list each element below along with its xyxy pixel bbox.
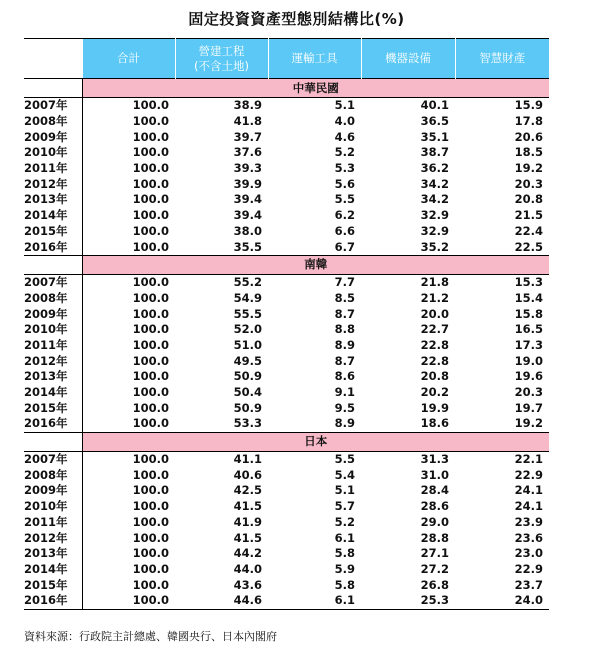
value-cell: 100.0 bbox=[132, 306, 169, 321]
value-cell: 50.9 bbox=[233, 369, 262, 384]
table-row bbox=[24, 451, 549, 467]
table-row bbox=[24, 192, 549, 208]
value-cell: 24.0 bbox=[455, 593, 549, 609]
value-cell: 28.4 bbox=[420, 483, 449, 498]
value-cell: 100.0 bbox=[132, 145, 169, 160]
year-cell: 2015年 bbox=[24, 400, 82, 416]
year-cell: 2013年 bbox=[24, 192, 82, 208]
table-row bbox=[24, 291, 549, 307]
value-cell: 100.0 bbox=[132, 322, 169, 337]
value-cell: 23.7 bbox=[514, 577, 543, 592]
value-cell: 18.5 bbox=[514, 145, 543, 160]
year-cell: 2014年 bbox=[24, 385, 82, 401]
value-cell: 21.5 bbox=[514, 208, 543, 223]
value-cell: 54.9 bbox=[233, 290, 262, 305]
value-cell: 37.6 bbox=[233, 145, 262, 160]
value-cell: 39.4 bbox=[233, 208, 262, 223]
group-0 bbox=[24, 79, 549, 256]
value-cell: 20.3 bbox=[514, 385, 543, 400]
value-cell: 49.5 bbox=[233, 353, 262, 368]
year-cell: 2009年 bbox=[24, 306, 82, 322]
table-row bbox=[24, 577, 549, 593]
value-cell: 100.0 bbox=[132, 114, 169, 129]
value-cell: 53.3 bbox=[175, 416, 268, 432]
value-cell: 19.7 bbox=[514, 400, 543, 415]
value-cell: 8.5 bbox=[334, 290, 355, 305]
value-cell: 18.6 bbox=[361, 416, 455, 432]
value-cell: 100.0 bbox=[132, 499, 169, 514]
section-name: 中華民國 bbox=[82, 79, 549, 98]
value-cell: 15.3 bbox=[514, 275, 543, 290]
value-cell: 6.1 bbox=[268, 593, 361, 609]
value-cell: 41.8 bbox=[233, 114, 262, 129]
value-cell: 100.0 bbox=[132, 530, 169, 545]
table-row bbox=[24, 161, 549, 177]
year-cell: 2008年 bbox=[24, 467, 82, 483]
value-cell: 5.2 bbox=[334, 514, 355, 529]
value-cell: 22.9 bbox=[514, 467, 543, 482]
value-cell: 41.1 bbox=[233, 452, 262, 467]
value-cell: 100.0 bbox=[132, 129, 169, 144]
value-cell: 23.9 bbox=[514, 514, 543, 529]
value-cell: 7.7 bbox=[334, 275, 355, 290]
value-cell: 5.5 bbox=[334, 452, 355, 467]
value-cell: 100.0 bbox=[132, 290, 169, 305]
value-cell: 100.0 bbox=[82, 416, 175, 432]
value-cell: 5.1 bbox=[334, 483, 355, 498]
year-cell: 2014年 bbox=[24, 208, 82, 224]
value-cell: 5.9 bbox=[334, 561, 355, 576]
value-cell: 5.6 bbox=[334, 176, 355, 191]
value-cell: 52.0 bbox=[233, 322, 262, 337]
table-row bbox=[24, 129, 549, 145]
value-cell: 51.0 bbox=[233, 337, 262, 352]
table-row bbox=[24, 208, 549, 224]
value-cell: 22.5 bbox=[455, 239, 549, 255]
value-cell: 26.8 bbox=[420, 577, 449, 592]
value-cell: 5.8 bbox=[334, 577, 355, 592]
value-cell: 40.1 bbox=[420, 98, 449, 113]
value-cell: 38.0 bbox=[233, 223, 262, 238]
table-row bbox=[24, 530, 549, 546]
value-cell: 6.6 bbox=[334, 223, 355, 238]
value-cell: 4.6 bbox=[334, 129, 355, 144]
value-cell: 44.0 bbox=[233, 561, 262, 576]
table-row bbox=[24, 176, 549, 192]
year-cell: 2012年 bbox=[24, 530, 82, 546]
value-cell: 35.2 bbox=[361, 239, 455, 255]
value-cell: 35.5 bbox=[175, 239, 268, 255]
table-row bbox=[24, 306, 549, 322]
value-cell: 50.9 bbox=[233, 400, 262, 415]
value-cell: 17.8 bbox=[514, 114, 543, 129]
table-row bbox=[24, 467, 549, 483]
column-header-total: 合計 bbox=[82, 39, 175, 79]
value-cell: 22.8 bbox=[420, 353, 449, 368]
value-cell: 100.0 bbox=[132, 385, 169, 400]
value-cell: 4.0 bbox=[334, 114, 355, 129]
value-cell: 100.0 bbox=[132, 192, 169, 207]
table-row bbox=[24, 499, 549, 515]
value-cell: 39.9 bbox=[233, 176, 262, 191]
value-cell: 5.7 bbox=[334, 499, 355, 514]
table-row bbox=[24, 400, 549, 416]
value-cell: 28.6 bbox=[420, 499, 449, 514]
table-row bbox=[24, 274, 549, 290]
value-cell: 100.0 bbox=[132, 161, 169, 176]
value-cell: 20.3 bbox=[514, 176, 543, 191]
table-row bbox=[24, 145, 549, 161]
source-note: 資料來源：行政院主計總處、韓國央行、日本內閣府 bbox=[24, 630, 277, 643]
column-header-machinery: 機器設備 bbox=[361, 39, 455, 79]
value-cell: 38.7 bbox=[420, 145, 449, 160]
asset-structure-table bbox=[24, 38, 549, 610]
value-cell: 19.2 bbox=[514, 161, 543, 176]
year-cell: 2007年 bbox=[24, 98, 82, 114]
value-cell: 22.9 bbox=[514, 561, 543, 576]
table-row bbox=[24, 224, 549, 240]
value-cell: 43.6 bbox=[233, 577, 262, 592]
value-cell: 38.9 bbox=[233, 98, 262, 113]
value-cell: 32.9 bbox=[420, 208, 449, 223]
value-cell: 100.0 bbox=[82, 239, 175, 255]
value-cell: 5.8 bbox=[334, 546, 355, 561]
value-cell: 35.1 bbox=[420, 129, 449, 144]
header-corner bbox=[24, 39, 82, 79]
value-cell: 5.4 bbox=[334, 467, 355, 482]
value-cell: 41.5 bbox=[233, 530, 262, 545]
table-row bbox=[24, 416, 549, 432]
group-1 bbox=[24, 255, 549, 432]
value-cell: 28.8 bbox=[420, 530, 449, 545]
value-cell: 6.2 bbox=[334, 208, 355, 223]
section-header-row bbox=[24, 255, 549, 274]
value-cell: 34.2 bbox=[420, 192, 449, 207]
value-cell: 8.9 bbox=[268, 416, 361, 432]
value-cell: 20.8 bbox=[420, 369, 449, 384]
value-cell: 39.4 bbox=[233, 192, 262, 207]
value-cell: 50.4 bbox=[233, 385, 262, 400]
value-cell: 100.0 bbox=[132, 223, 169, 238]
value-cell: 5.1 bbox=[334, 98, 355, 113]
value-cell: 55.5 bbox=[233, 306, 262, 321]
year-cell: 2009年 bbox=[24, 129, 82, 145]
section-header-row bbox=[24, 432, 549, 451]
group-2 bbox=[24, 432, 549, 609]
value-cell: 44.6 bbox=[175, 593, 268, 609]
value-cell: 17.3 bbox=[514, 337, 543, 352]
value-cell: 34.2 bbox=[420, 176, 449, 191]
value-cell: 100.0 bbox=[132, 452, 169, 467]
table-row bbox=[24, 369, 549, 385]
year-cell: 2008年 bbox=[24, 114, 82, 130]
year-cell: 2016年 bbox=[24, 416, 82, 432]
year-cell: 2014年 bbox=[24, 562, 82, 578]
value-cell: 8.7 bbox=[334, 353, 355, 368]
value-cell: 8.6 bbox=[334, 369, 355, 384]
value-cell: 21.2 bbox=[420, 290, 449, 305]
value-cell: 20.8 bbox=[514, 192, 543, 207]
value-cell: 20.6 bbox=[514, 129, 543, 144]
year-cell: 2008年 bbox=[24, 291, 82, 307]
table-row bbox=[24, 483, 549, 499]
year-cell: 2012年 bbox=[24, 353, 82, 369]
value-cell: 16.5 bbox=[514, 322, 543, 337]
value-cell: 5.3 bbox=[334, 161, 355, 176]
value-cell: 100.0 bbox=[132, 176, 169, 191]
value-cell: 25.3 bbox=[361, 593, 455, 609]
value-cell: 15.8 bbox=[514, 306, 543, 321]
value-cell: 19.2 bbox=[455, 416, 549, 432]
value-cell: 100.0 bbox=[132, 275, 169, 290]
value-cell: 9.1 bbox=[334, 385, 355, 400]
value-cell: 100.0 bbox=[132, 546, 169, 561]
year-cell: 2015年 bbox=[24, 577, 82, 593]
value-cell: 15.9 bbox=[514, 98, 543, 113]
table-title: 固定投資資產型態別結構比(%) bbox=[188, 10, 405, 28]
section-name: 日本 bbox=[82, 432, 549, 451]
value-cell: 100.0 bbox=[82, 593, 175, 609]
table-row bbox=[24, 353, 549, 369]
value-cell: 36.5 bbox=[420, 114, 449, 129]
value-cell: 100.0 bbox=[132, 337, 169, 352]
value-cell: 20.2 bbox=[420, 385, 449, 400]
value-cell: 6.1 bbox=[334, 530, 355, 545]
value-cell: 39.3 bbox=[233, 161, 262, 176]
table-row bbox=[24, 322, 549, 338]
year-cell: 2010年 bbox=[24, 322, 82, 338]
value-cell: 41.5 bbox=[233, 499, 262, 514]
value-cell: 42.5 bbox=[233, 483, 262, 498]
value-cell: 32.9 bbox=[420, 223, 449, 238]
table-row bbox=[24, 562, 549, 578]
value-cell: 24.1 bbox=[514, 483, 543, 498]
section-header-row bbox=[24, 79, 549, 98]
value-cell: 5.2 bbox=[334, 145, 355, 160]
year-cell: 2011年 bbox=[24, 161, 82, 177]
value-cell: 6.7 bbox=[268, 239, 361, 255]
table-row bbox=[24, 385, 549, 401]
value-cell: 27.1 bbox=[420, 546, 449, 561]
value-cell: 19.6 bbox=[514, 369, 543, 384]
value-cell: 40.6 bbox=[233, 467, 262, 482]
value-cell: 31.0 bbox=[420, 467, 449, 482]
value-cell: 100.0 bbox=[132, 561, 169, 576]
year-cell: 2010年 bbox=[24, 499, 82, 515]
year-cell: 2011年 bbox=[24, 338, 82, 354]
value-cell: 5.5 bbox=[334, 192, 355, 207]
year-cell: 2016年 bbox=[24, 239, 82, 255]
value-cell: 100.0 bbox=[132, 467, 169, 482]
year-cell: 2009年 bbox=[24, 483, 82, 499]
value-cell: 22.8 bbox=[420, 337, 449, 352]
table-row bbox=[24, 239, 549, 255]
value-cell: 39.7 bbox=[233, 129, 262, 144]
table-row bbox=[24, 546, 549, 562]
value-cell: 100.0 bbox=[132, 208, 169, 223]
year-cell: 2007年 bbox=[24, 274, 82, 290]
table-row bbox=[24, 114, 549, 130]
value-cell: 19.9 bbox=[420, 400, 449, 415]
year-cell: 2015年 bbox=[24, 224, 82, 240]
value-cell: 22.7 bbox=[420, 322, 449, 337]
table-row bbox=[24, 515, 549, 531]
value-cell: 8.9 bbox=[334, 337, 355, 352]
value-cell: 22.1 bbox=[514, 452, 543, 467]
column-header-ip: 智慧財產 bbox=[455, 39, 549, 79]
value-cell: 36.2 bbox=[420, 161, 449, 176]
value-cell: 100.0 bbox=[132, 483, 169, 498]
value-cell: 100.0 bbox=[132, 400, 169, 415]
column-header-transport: 運輸工具 bbox=[268, 39, 361, 79]
table-row bbox=[24, 338, 549, 354]
table-row bbox=[24, 98, 549, 114]
value-cell: 31.3 bbox=[420, 452, 449, 467]
year-cell: 2011年 bbox=[24, 515, 82, 531]
value-cell: 9.5 bbox=[334, 400, 355, 415]
value-cell: 100.0 bbox=[132, 577, 169, 592]
table-header bbox=[24, 39, 549, 79]
value-cell: 23.6 bbox=[514, 530, 543, 545]
column-header-construction: 營建工程 (不含土地) bbox=[175, 39, 268, 79]
value-cell: 8.7 bbox=[334, 306, 355, 321]
value-cell: 20.0 bbox=[420, 306, 449, 321]
year-cell: 2007年 bbox=[24, 451, 82, 467]
section-name: 南韓 bbox=[82, 255, 549, 274]
value-cell: 100.0 bbox=[132, 514, 169, 529]
value-cell: 21.8 bbox=[420, 275, 449, 290]
year-cell: 2013年 bbox=[24, 546, 82, 562]
value-cell: 19.0 bbox=[514, 353, 543, 368]
table-row bbox=[24, 593, 549, 609]
value-cell: 29.0 bbox=[420, 514, 449, 529]
year-cell: 2013年 bbox=[24, 369, 82, 385]
value-cell: 8.8 bbox=[334, 322, 355, 337]
value-cell: 27.2 bbox=[420, 561, 449, 576]
value-cell: 15.4 bbox=[514, 290, 543, 305]
value-cell: 41.9 bbox=[233, 514, 262, 529]
value-cell: 24.1 bbox=[514, 499, 543, 514]
year-cell: 2012年 bbox=[24, 176, 82, 192]
value-cell: 22.4 bbox=[514, 223, 543, 238]
value-cell: 100.0 bbox=[132, 98, 169, 113]
value-cell: 100.0 bbox=[132, 353, 169, 368]
value-cell: 100.0 bbox=[132, 369, 169, 384]
value-cell: 55.2 bbox=[233, 275, 262, 290]
value-cell: 44.2 bbox=[233, 546, 262, 561]
year-cell: 2010年 bbox=[24, 145, 82, 161]
value-cell: 23.0 bbox=[514, 546, 543, 561]
year-cell: 2016年 bbox=[24, 593, 82, 609]
